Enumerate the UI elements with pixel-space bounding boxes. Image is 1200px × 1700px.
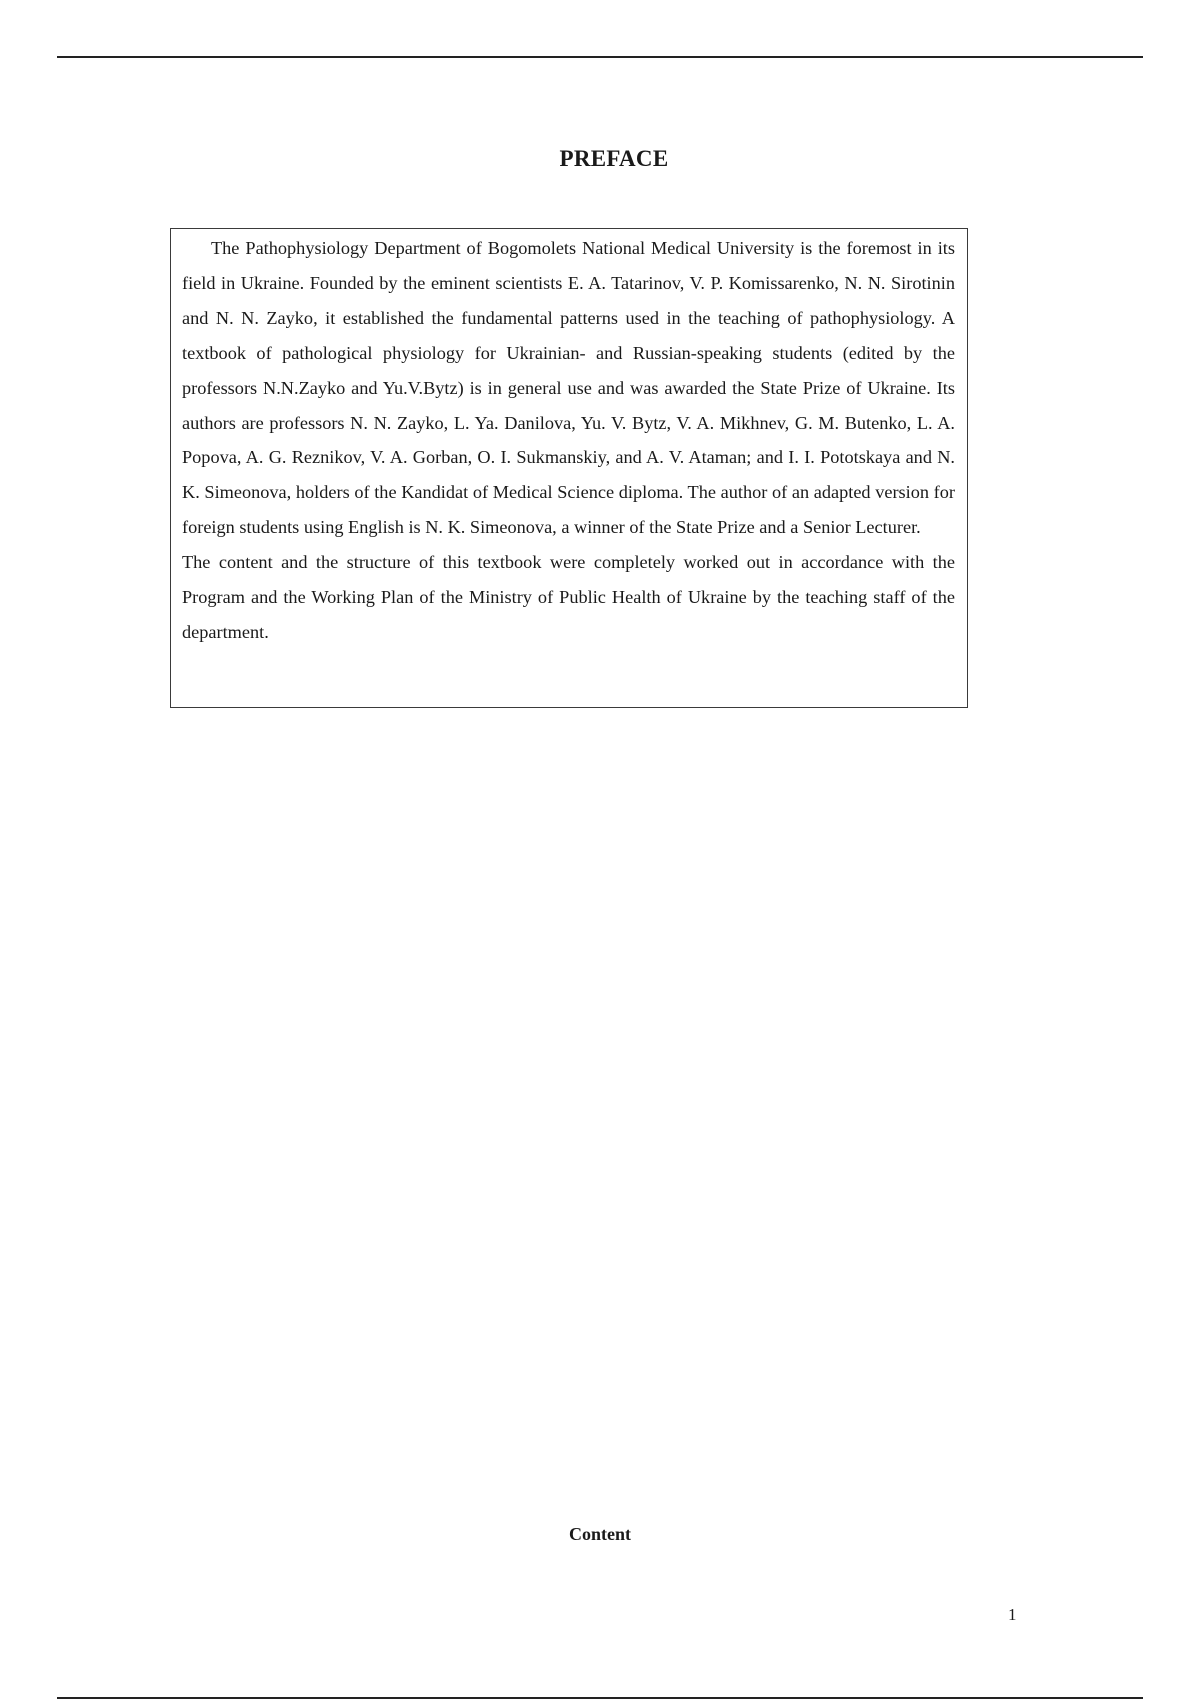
preface-paragraph: The Pathophysiology Department of Bogomolets National Medical University is the foremost in its field in Ukraine. Founded by the eminent scientists E. A. Tatarinov, V. P. Komissarenko, N. N. Sirotinin and N. N. Zayko, it established the fundamental patterns used in the teaching of pathophysiology. A textbook of pathological physiology for Ukrainian- and Russian-speaking students (edited by the professors N.N.Zayko and Yu.V.Bytz) is in general use and was awarded the State Prize of Ukraine. Its authors are professors N. N. Zayko, L. Ya. Danilova, Yu. V. Bytz, V. A. Mikhnev, G. M. Butenko, L. A. Popova, A. G. Reznikov, V. A. Gorban, O. I. Sukmanskiy, and A. V. Ataman; and I. I. Pototskaya and N. K. Simeonova, holders of the Kandidat of Medical Science diploma. The author of an adapted version for foreign students using English is N. K. Simeonova, a winner of the State Prize and a Senior Lecturer. (182, 238, 955, 538)
content-heading: Content (569, 1524, 631, 1544)
preface-paragraph: The content and the structure of this textbook were completely worked out in accordance with the Program and the Working Plan of the Ministry of Public Health of Ukraine by the teaching staff of the department. (182, 552, 955, 642)
top-rule (57, 56, 1143, 58)
preface-box (170, 228, 968, 708)
bottom-rule (57, 1697, 1143, 1699)
page-title: PREFACE (559, 146, 669, 171)
page-number: 1 (1008, 1605, 1017, 1624)
